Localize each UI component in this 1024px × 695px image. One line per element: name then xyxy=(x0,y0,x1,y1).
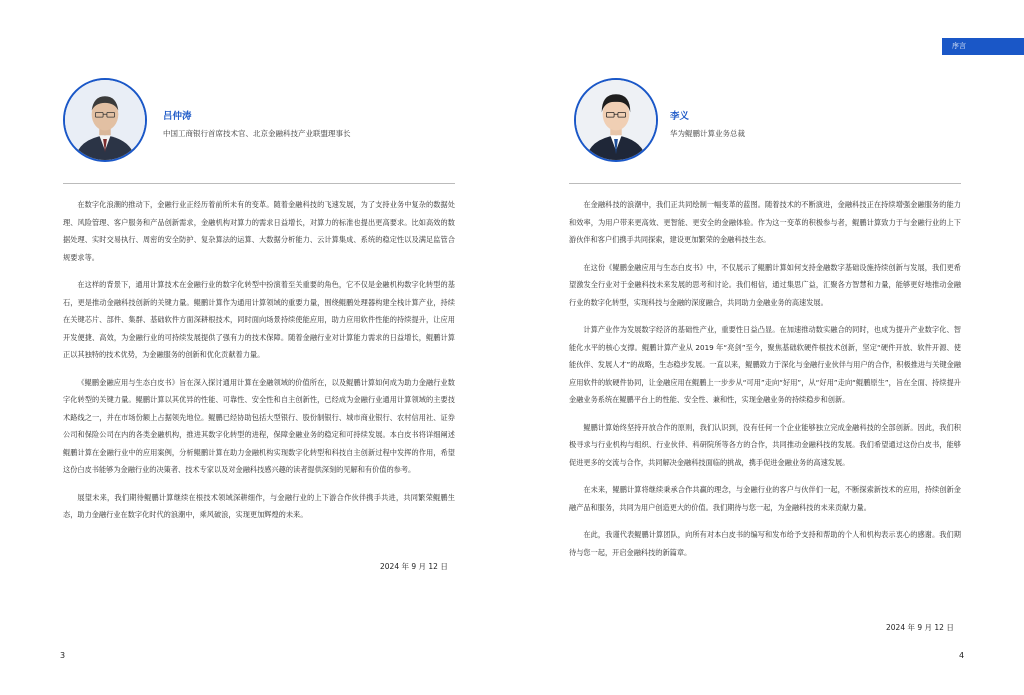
body-text xyxy=(63,196,455,534)
author-title: 中国工商银行首席技术官、北京金融科技产业联盟理事长 xyxy=(163,129,351,138)
divider xyxy=(569,183,961,184)
signature-date: 2024 年 9 月 12 日 xyxy=(886,623,954,632)
paragraph: 在金融科技的浪潮中，我们正共同绘制一幅变革的蓝图。随着技术的不断演进，金融科技正在持续增强金融服务的能力和效率，为用户带来更高效、更智能、更安全的金融体验。作为这一变革的积极参与者，鲲鹏计算致力于与金融行业的上下游伙伴和客户们携手共同探索，建设更加繁荣的金融科技生态。 xyxy=(569,200,961,244)
page-number: 3 xyxy=(60,651,66,660)
author-portrait-image xyxy=(576,80,656,160)
author-title: 华为鲲鹏计算业务总裁 xyxy=(670,129,745,138)
author-name: 李义 xyxy=(670,111,690,122)
signature-date: 2024 年 9 月 12 日 xyxy=(380,562,448,571)
paragraph: 在这份《鲲鹏金融应用与生态白皮书》中，不仅展示了鲲鹏计算如何支持金融数字基础设施持续创新与发展，我们更希望激发全行业对于金融科技未来发展的思考和讨论。我们相信，通过集思广益，汇聚各方智慧和力量，能够更好地推动金融行业的数字化转型，实现科技与金融的深度融合，共同助力金融业务的高速发展。 xyxy=(569,262,961,307)
paragraph: 在此，我谨代表鲲鹏计算团队，向所有对本白皮书的编写和发布给予支持和帮助的个人和机构表示衷心的感谢。我们期待与您一起，开启金融科技的新篇章。 xyxy=(569,530,961,557)
paragraph: 在数字化浪潮的推动下，金融行业正经历着前所未有的变革。随着金融科技的飞速发展，为了支持业务中复杂的数据处理、风险管理、客户服务和产品创新需求，金融机构对算力的需求日益增长，对算力的标准也提出更高要求。比如高效的数据处理、实时交易执行、周密的安全防护、复杂算法的运算、大数据分析能力、云计算集成、系统的稳定性以及满足监管合规要求等。 xyxy=(63,200,455,262)
paragraph: 展望未来，我们期待鲲鹏计算继续在根技术领域深耕细作，与金融行业的上下游合作伙伴携手共进，共同繁荣鲲鹏生态，助力金融行业在数字化时代的浪潮中，乘风破浪，实现更加辉煌的未来。 xyxy=(63,492,455,519)
paragraph: 计算产业作为发展数字经济的基础性产业，重要性日益凸显。在加速推动数实融合的同时，也成为提升产业数字化、智能化水平的核心支撑。鲲鹏计算产业从 2019 年“亮剑”至今，聚焦基础软硬件根技术创新，坚定“硬件开放、软件开源、使能伙伴、发展人才”的战略，生态稳步发展。一直以来，鲲鹏致力于深化与金融行业伙伴与用户的合作，积极推进与关键金融应用软件的软硬件协同，让金融应用在鲲鹏上一步步从“可用”走向“好用”，从“好用”走向“鲲鹏原生”，旨在全面、持续提升金融业务系统在鲲鹏平台上的性能、安全性、兼和性，实现金融业务的持续稳步和创新。 xyxy=(569,325,961,404)
divider xyxy=(63,183,455,184)
author-portrait xyxy=(574,78,658,162)
paragraph: 在未来，鲲鹏计算将继续秉承合作共赢的理念，与金融行业的客户与伙伴们一起，不断探索新技术的应用，持续创新金融产品和服务，共同为用户创造更大的价值。我们期待与您一起，为金融科技的未来贡献力量。 xyxy=(569,485,961,512)
section-tag: 序言 xyxy=(942,38,1024,55)
author-portrait-image xyxy=(65,80,145,160)
body-text xyxy=(569,196,961,571)
page-number: 4 xyxy=(959,651,965,660)
paragraph: 鲲鹏计算始终坚持开放合作的原则，我们认识到，没有任何一个企业能够独立完成金融科技的全部创新。因此，我们积极寻求与行业机构与组织、行业伙伴、科研院所等各方的合作，共同推动金融科技的发展。我们希望通过这份白皮书，能够促进更多的交流与合作，共同解决金融科技面临的挑战，携手促进金融业务的高速发展。 xyxy=(569,422,961,467)
author-portrait xyxy=(63,78,147,162)
paragraph: 在这样的背景下，通用计算技术在金融行业的数字化转型中扮演着至关重要的角色，它不仅是金融机构数字化转型的基石，更是推动金融科技创新的关键力量。鲲鹏计算作为通用计算领域的重要力量，围绕鲲鹏处理器构建全栈计算产业，持续在关键芯片、部件、集群、基础软件方面深耕根技术，同时面向场景持续使能应用，助力应用软件性能的持续提升，让应用开发便捷、高效，为金融行业的可持续发展提供了强有力的技术保障。随着金融行业对计算能力需求的日益增长，鲲鹏计算正以其独特的技术优势，为金融服务的创新和优化贡献着力量。 xyxy=(63,280,455,359)
author-name: 吕仲涛 xyxy=(163,111,192,122)
paragraph: 《鲲鹏金融应用与生态白皮书》旨在深入探讨通用计算在金融领域的价值所在，以及鲲鹏计算如何成为助力金融行业数字化转型的关键力量。鲲鹏计算以其优异的性能、可靠性、安全性和自主创新性，已经成为金融行业通用计算领域的主要技术路线之一，并在市场份额上占据领先地位。鲲鹏已经协助包括大型银行、股份制银行、城市商业银行、农村信用社、证券公司和保险公司在内的各类金融机构，推进其数字化转型的进程，保障金融业务的稳定和可持续发展。本白皮书将详细阐述鲲鹏计算在金融行业中的应用案例，分析鲲鹏计算在助力金融机构实现数字化转型和科技自主创新过程中发挥的作用，希望这份白皮书能够为金融行业的决策者、技术专家以及对金融科技感兴趣的读者提供深刻的见解和有价值的参考。 xyxy=(63,377,455,474)
right-page xyxy=(512,0,1024,695)
